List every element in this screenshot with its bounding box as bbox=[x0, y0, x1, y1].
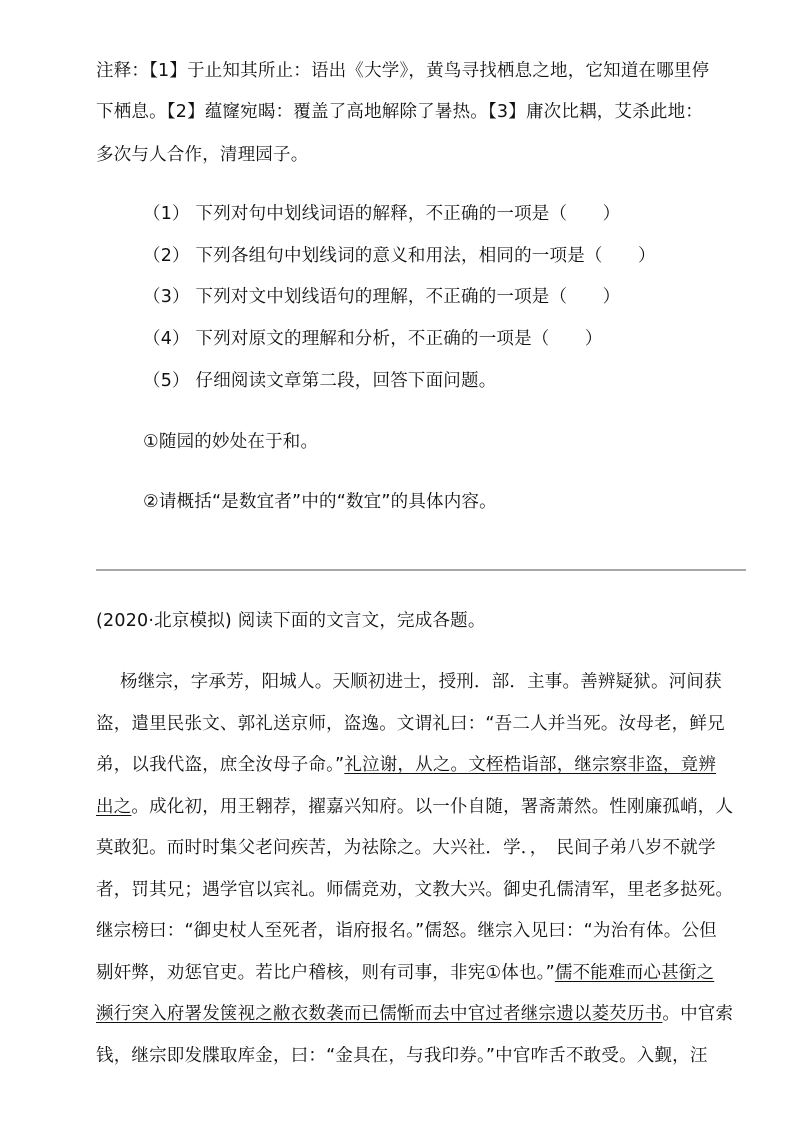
question-5 bbox=[143, 369, 496, 393]
question-number: （1） bbox=[143, 204, 190, 224]
underlined-sentence: 礼泣谢，从之。文桎梏诣部，继宗察非盗，竟辨 bbox=[344, 755, 717, 775]
subquestion-2: ②请概括“是数宜者”中的“数宜”的具体内容。 bbox=[143, 492, 497, 512]
underlined-sentence: 出之 bbox=[96, 797, 132, 817]
question-number: （5） bbox=[143, 371, 190, 391]
question-4 bbox=[143, 327, 603, 351]
question-number: （4） bbox=[143, 329, 190, 349]
passage-text: 。成化初，用王翱荐，擢嘉兴知府。以一仆自随，署斋萧然。性刚廉孤峭，人 bbox=[131, 797, 734, 817]
notes-line-2: 下栖息。【2】蕴窿宛暍：覆盖了高地解除了暑热。【3】庸次比耦，艾杀此地： bbox=[96, 102, 703, 122]
question-1 bbox=[143, 202, 620, 226]
question-text: 下列对句中划线词语的解释，不正确的一项是（ ） bbox=[195, 204, 621, 224]
passage-line-7: 继宗榜曰：“御史杖人至死者，诣府报名。”儒怒。继宗入见曰：“为治有体。公但 bbox=[96, 921, 717, 941]
question-text: 下列对文中划线语句的理解，不正确的一项是（ ） bbox=[195, 287, 621, 307]
passage-line-9 bbox=[96, 1002, 733, 1026]
section-heading: (2020·北京模拟) 阅读下面的文言文，完成各题。 bbox=[96, 611, 486, 631]
subquestion-1: ①随园的妙处在于和。 bbox=[143, 432, 319, 452]
question-text: 下列对原文的理解和分析，不正确的一项是（ ） bbox=[195, 329, 603, 349]
passage-text: 弟，以我代盗，庶全汝母子命。” bbox=[96, 755, 345, 775]
notes-line-3: 多次与人合作，清理园子。 bbox=[96, 145, 309, 165]
passage-line-5: 莫敢犯。而时时集父老问疾苦，为祛除之。大兴社．学．， 民间子弟八岁不就学 bbox=[96, 838, 716, 858]
passage-line-8 bbox=[96, 961, 714, 985]
section-divider bbox=[96, 569, 746, 571]
notes-line-1: 注释：【1】于止知其所止：语出《大学》，黄鸟寻找栖息之地，它知道在哪里停 bbox=[96, 61, 710, 81]
question-2 bbox=[143, 244, 656, 268]
question-number: （2） bbox=[143, 246, 190, 266]
passage-text: 。中官索 bbox=[662, 1004, 734, 1024]
passage-line-1: 杨继宗，字承芳，阳城人。天顺初进士，授刑．部．主事。善辨疑狱。河间获 bbox=[120, 672, 722, 692]
passage-line-10: 钱，继宗即发牒取库金，曰：“金具在，与我印券。”中官咋舌不敢受。入觐，汪 bbox=[96, 1046, 708, 1066]
underlined-sentence: 濒行突入府署发箧视之敝衣数袭而已儒惭而去中官过者继宗遗以菱芡历书 bbox=[96, 1004, 663, 1024]
passage-line-6: 者，罚其兄；遇学官以宾礼。师儒竞劝，文教大兴。御史孔儒清军，里老多挞死。 bbox=[96, 880, 734, 900]
question-text: 下列各组句中划线词的意义和用法，相同的一项是（ ） bbox=[195, 246, 656, 266]
underlined-sentence: 儒不能难而心甚銜之 bbox=[554, 963, 715, 983]
question-text: 仔细阅读文章第二段，回答下面问题。 bbox=[195, 371, 497, 391]
passage-line-4 bbox=[96, 795, 733, 819]
passage-line-2: 盗，遣里民张文、郭礼送京师，盗逸。文谓礼曰：“吾二人并当死。汝母老，鲜兄 bbox=[96, 714, 725, 734]
question-3 bbox=[143, 285, 620, 309]
question-number: （3） bbox=[143, 287, 190, 307]
passage-text: 剔奸弊，劝惩官吏。若比户稽核，则有司事，非宪①体也。” bbox=[96, 963, 555, 983]
passage-line-3 bbox=[96, 753, 716, 777]
